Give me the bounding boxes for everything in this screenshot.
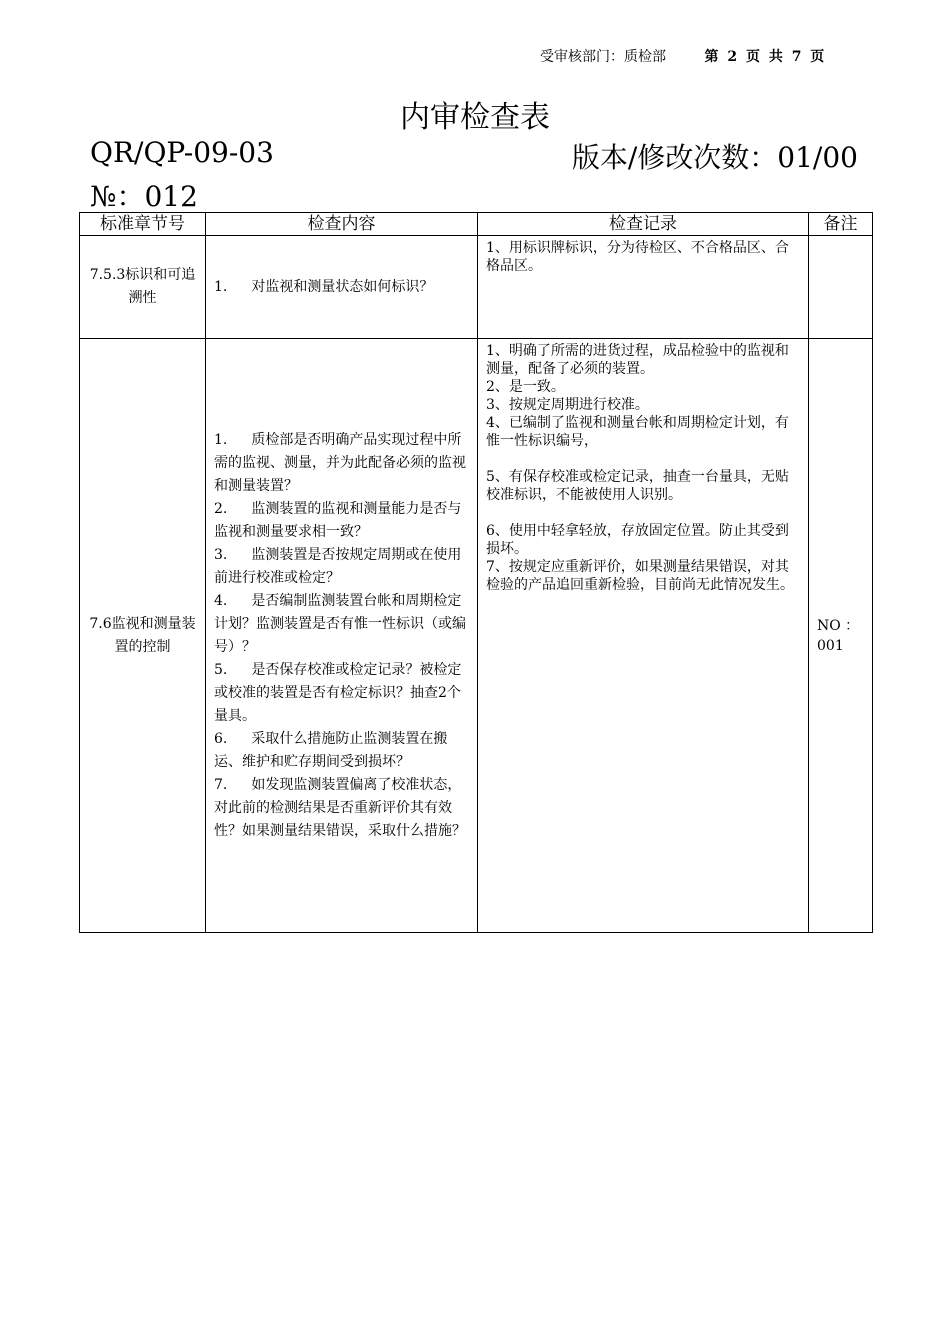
- audited-department: 受审核部门：质检部: [540, 49, 666, 65]
- record-item: 2、是一致。: [486, 379, 565, 395]
- column-header-content: 检查内容: [206, 213, 478, 236]
- record-item: 7、按规定应重新评价，如果测量结果错误，对其检验的产品追回重新检验，目前尚无此情况发生。: [486, 559, 794, 593]
- table-header-row: [80, 213, 873, 236]
- record-item: 4、已编制了监视和测量台帐和周期检定计划，有惟一性标识编号，: [486, 415, 789, 449]
- serial-number: №：012: [90, 180, 198, 213]
- remark-cell: NO ：001: [809, 339, 873, 933]
- document-title: 内审检查表: [400, 100, 550, 135]
- form-code: QR/QP-09-03: [90, 136, 274, 169]
- remark-cell: [809, 236, 873, 339]
- clause-cell: 7.5.3标识和可追溯性: [80, 236, 206, 339]
- column-header-clause: 标准章节号: [80, 213, 206, 236]
- record-item: 1、用标识牌标识，分为待检区、不合格品区、合格品区。: [486, 240, 789, 274]
- check-item: 1. 质检部是否明确产品实现过程中所需的监视、测量，并为此配备必须的监视和测量装置？: [214, 431, 466, 494]
- table-row: [80, 236, 873, 339]
- audit-checklist-table: [79, 212, 873, 933]
- check-item: 5. 是否保存校准或检定记录？被检定或校准的装置是否有检定标识？抽查2个量具。: [214, 661, 462, 724]
- check-item: 7. 如发现监测装置偏离了校准状态，对此前的检测结果是否重新评价其有效性？如果测量结果错误，采取什么措施？: [214, 776, 466, 839]
- record-spacer: [486, 504, 800, 522]
- clause-cell: 7.6监视和测量装置的控制: [80, 339, 206, 933]
- record-item: 1、明确了所需的进货过程，成品检验中的监视和测量，配备了必须的装置。: [486, 343, 789, 377]
- table-row: [80, 339, 873, 933]
- content-cell: [206, 236, 478, 339]
- page-header: [540, 46, 826, 66]
- check-item: 3. 监测装置是否按规定周期或在使用前进行校准或检定？: [214, 546, 462, 586]
- check-item: 2. 监测装置的监视和测量能力是否与监视和测量要求相一致？: [214, 500, 462, 540]
- column-header-record: 检查记录: [478, 213, 809, 236]
- check-item: 4. 是否编制监测装置台帐和周期检定计划？监测装置是否有惟一性标识（或编号）？: [214, 592, 466, 655]
- check-item: 1. 对监视和测量状态如何标识？: [214, 278, 434, 295]
- record-cell: [478, 236, 809, 339]
- record-item: 6、使用中轻拿轻放，存放固定位置。防止其受到损坏。: [486, 523, 789, 557]
- content-cell: [206, 339, 478, 933]
- check-item: 6. 采取什么措施防止监测装置在搬运、维护和贮存期间受到损坏？: [214, 730, 448, 770]
- version-info: 版本/修改次数：01/00: [571, 141, 858, 174]
- record-item: 5、有保存校准或检定记录，抽查一台量具，无贴校准标识，不能被使用人识别。: [486, 469, 789, 503]
- record-spacer: [486, 450, 800, 468]
- page-number: 第 2 页 共 7 页: [704, 49, 827, 65]
- record-cell: [478, 339, 809, 933]
- record-item: 3、按规定周期进行校准。: [486, 397, 649, 413]
- column-header-remark: 备注: [809, 213, 873, 236]
